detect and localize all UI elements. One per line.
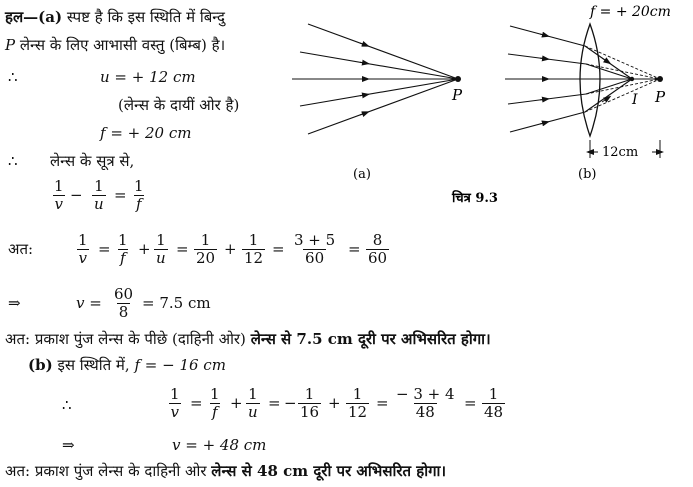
- frac-3p5-60: $\frac{3 + 5}{60}$: [294, 231, 336, 267]
- frac-1-f-2: $\frac{1}{f}$: [118, 231, 128, 267]
- var-p: P: [5, 36, 16, 54]
- frac-1-16: $\frac{1}{16}$: [300, 385, 320, 421]
- caption-b: (b): [578, 167, 597, 182]
- part-a-label: (a): [38, 8, 63, 26]
- conclusion-b-bold: लेन्स से 48 cm दूरी पर अभिसरित होगा।: [211, 462, 447, 480]
- frac-1-f: $\frac{1}{f}$: [134, 177, 144, 213]
- ray-diagram-figure: [0, 0, 693, 230]
- ray-b-2: [508, 54, 586, 64]
- v-eq-b: v = + 48 cm: [172, 436, 267, 454]
- ray-a-5: [308, 79, 458, 134]
- implies-symbol-2: ⇒: [62, 436, 75, 454]
- frac-1-u-3: $\frac{1}{u}$: [248, 385, 258, 421]
- b-minus-1: −: [284, 394, 297, 412]
- point-label-b: P: [655, 88, 666, 106]
- frac-1-20: $\frac{1}{20}$: [196, 231, 216, 267]
- u-note: (लेन्स के दायीं ओर है): [118, 96, 240, 114]
- conclusion-b: [5, 462, 446, 480]
- f-equation: f = + 20 cm: [100, 124, 192, 142]
- conclusion-a-text: अत: प्रकाश पुंज लेन्स के पीछे (दाहिनी ओर): [5, 330, 251, 348]
- ray-b-5: [510, 112, 585, 132]
- equals-2: =: [176, 240, 189, 258]
- frac-1-f-3: $\frac{1}{f}$: [210, 385, 220, 421]
- ray-b-1: [510, 26, 585, 46]
- f-eq-b: f = − 16 cm: [134, 356, 226, 374]
- point-i-b: [630, 77, 634, 81]
- point-p-a: [455, 76, 461, 82]
- ray-b-4: [508, 94, 586, 104]
- lens-formula-text: लेन्स के सूत्र से,: [50, 152, 135, 170]
- frac-1-u-2: $\frac{1}{u}$: [156, 231, 166, 267]
- conclusion-b-text: अत: प्रकाश पुंज लेन्स के दाहिनी ओर: [5, 462, 212, 480]
- conclusion-a: [5, 330, 491, 348]
- equals-3: =: [272, 240, 285, 258]
- frac-8-60: $\frac{8}{60}$: [368, 231, 388, 267]
- part-b-line: [28, 356, 226, 374]
- b-equals-4: =: [464, 394, 477, 412]
- v-eq-a-pre: v =: [76, 294, 102, 312]
- implies-symbol: ⇒: [8, 294, 21, 312]
- arrow-a-1: [360, 43, 366, 45]
- point-label-a: P: [452, 86, 463, 104]
- b-equals-1: =: [190, 394, 203, 412]
- frac-60-8: $\frac{60}{8}$: [114, 285, 134, 321]
- distance-label: 12cm: [602, 145, 639, 160]
- line2-text: लेन्स के लिए आभासी वस्तु (बिम्ब) है।: [15, 36, 226, 54]
- plus-1: +: [138, 240, 151, 258]
- caption-a: (a): [353, 167, 371, 182]
- dash-b-5: [585, 79, 660, 112]
- b-plus-1: +: [230, 394, 243, 412]
- frac-1-v-3: $\frac{1}{v}$: [170, 385, 180, 421]
- ray-a-2: [300, 52, 458, 79]
- frac-1-12: $\frac{1}{12}$: [244, 231, 264, 267]
- line1-text: स्पष्ट है कि इस स्थिति में बिन्दु: [66, 8, 225, 26]
- b-equals-2: =: [268, 394, 281, 412]
- ray-a-1: [308, 24, 458, 79]
- frac-1-48: $\frac{1}{48}$: [484, 385, 504, 421]
- frac-1-v-2: $\frac{1}{v}$: [78, 231, 88, 267]
- point-p-b: [657, 76, 663, 82]
- arrow-a-5: [360, 113, 366, 115]
- equals-4: =: [348, 240, 361, 258]
- refr-b-2: [586, 64, 632, 79]
- equals-1: =: [98, 240, 111, 258]
- part-b-label: (b): [28, 356, 53, 374]
- dash-b-1: [585, 46, 660, 79]
- therefore-symbol: ∴: [8, 68, 18, 86]
- focal-label: f = + 20cm: [590, 4, 671, 20]
- ray-a-4: [300, 79, 458, 106]
- therefore-symbol-3: ∴: [62, 396, 72, 414]
- frac-1-v: $\frac{1}{v}$: [54, 177, 64, 213]
- ata-label: अत:: [8, 240, 34, 258]
- b-plus-2: +: [328, 394, 341, 412]
- arrow-b-6: [602, 58, 608, 62]
- diagram-b: [505, 4, 671, 182]
- refr-b-4: [586, 79, 632, 94]
- diagram-a: [292, 24, 463, 182]
- dash-b-4: [586, 79, 660, 94]
- arrow-a-4: [360, 95, 366, 96]
- frac-1-12-b: $\frac{1}{12}$: [348, 385, 368, 421]
- refr-b-5: [585, 79, 632, 112]
- solution-heading: हल—: [5, 8, 39, 26]
- plus-2: +: [224, 240, 237, 258]
- dash-b-2: [586, 64, 660, 79]
- frac-m3p4-48: $\frac{- 3 + 4}{48}$: [396, 385, 455, 421]
- minus-sign: −: [70, 186, 83, 204]
- frac-1-u: $\frac{1}{u}$: [94, 177, 104, 213]
- figure-caption: चित्र 9.3: [452, 191, 498, 206]
- image-label: I: [632, 92, 638, 108]
- v-eq-a-post: = 7.5 cm: [142, 294, 211, 312]
- therefore-symbol-2: ∴: [8, 152, 18, 170]
- u-equation: u = + 12 cm: [100, 68, 196, 86]
- refr-b-1: [585, 46, 632, 79]
- conclusion-a-bold: लेन्स से 7.5 cm दूरी पर अभिसरित होगा।: [250, 330, 491, 348]
- part-b-text: इस स्थिति में,: [52, 356, 135, 374]
- equals-sign: =: [114, 186, 127, 204]
- arrow-a-2: [360, 62, 366, 63]
- convex-lens: [580, 24, 600, 136]
- b-equals-3: =: [376, 394, 389, 412]
